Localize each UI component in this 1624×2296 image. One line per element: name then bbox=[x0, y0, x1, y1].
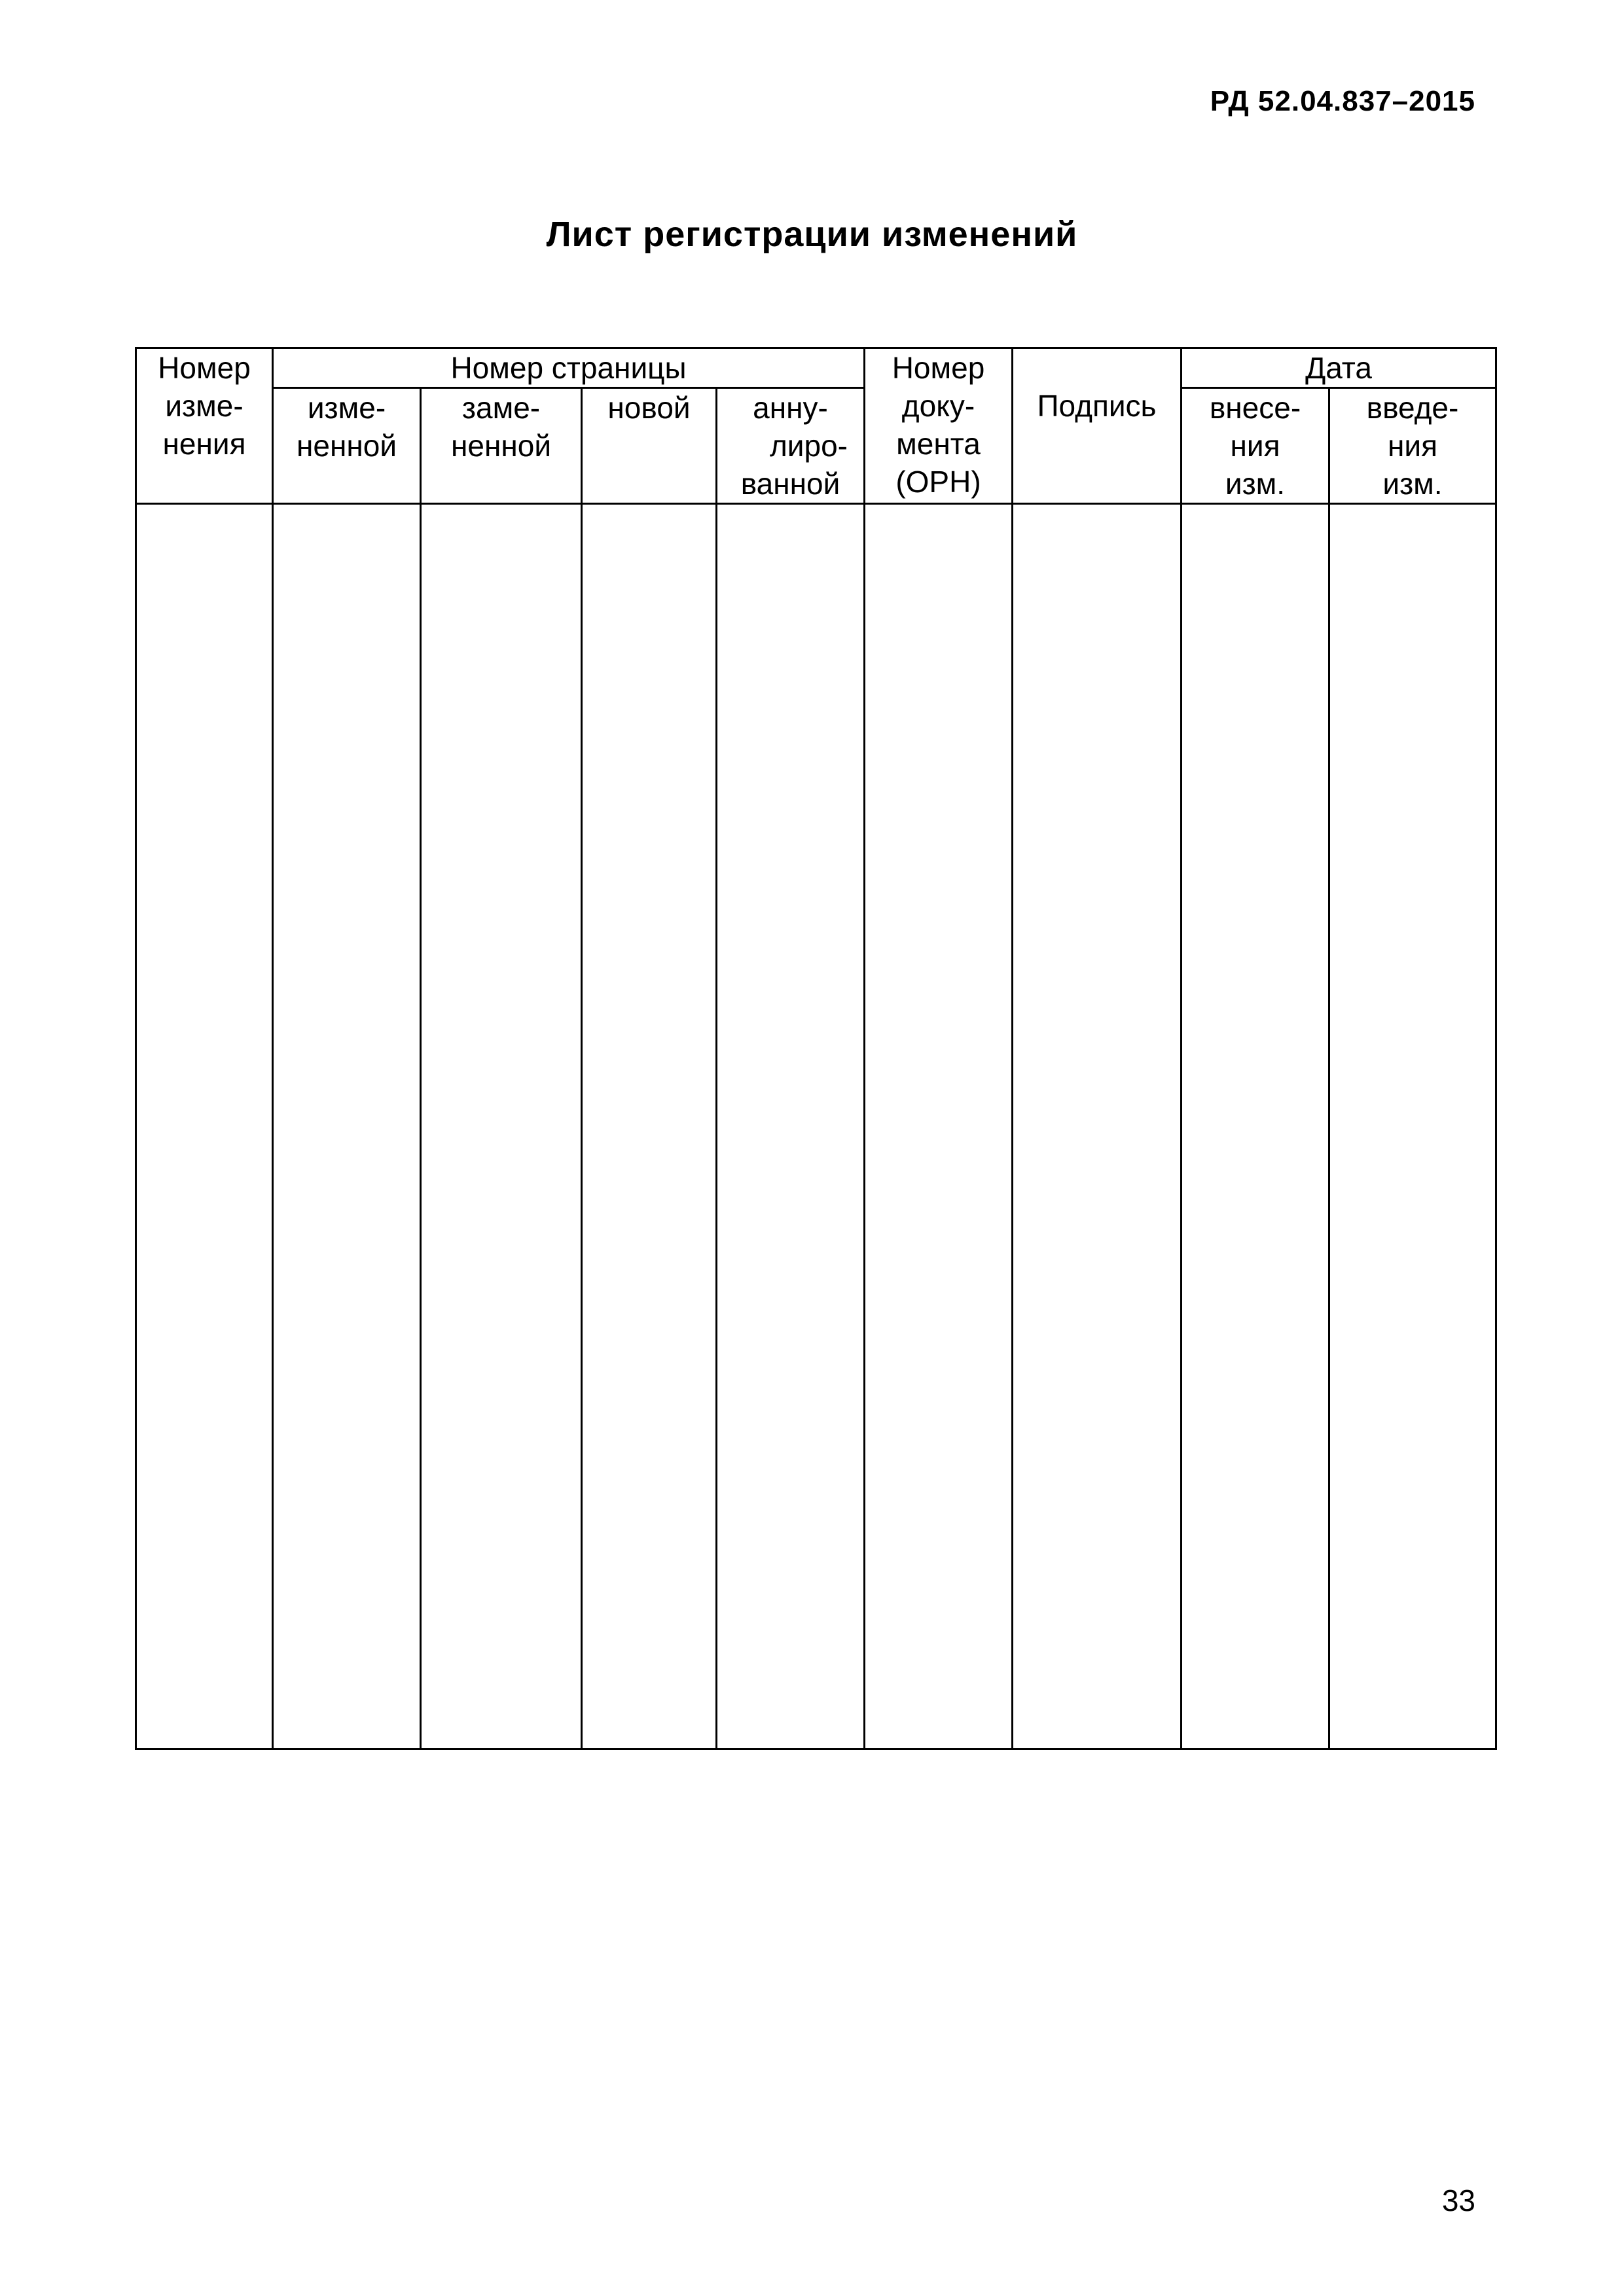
table-cell bbox=[421, 1002, 582, 1251]
header-annulled-page: анну- лиро- ванной bbox=[717, 388, 865, 504]
table-cell bbox=[717, 753, 865, 1002]
table-cell bbox=[421, 1499, 582, 1749]
table-cell bbox=[865, 1002, 1013, 1251]
table-cell bbox=[273, 1499, 421, 1749]
table-cell bbox=[1329, 504, 1496, 754]
table-cell bbox=[1013, 504, 1182, 754]
table-cell bbox=[582, 1002, 717, 1251]
header-new-page: новой bbox=[582, 388, 717, 504]
table-cell bbox=[421, 753, 582, 1002]
table-cell bbox=[1329, 1499, 1496, 1749]
table-cell bbox=[717, 1002, 865, 1251]
header-effective-date: введе- ния изм. bbox=[1329, 388, 1496, 504]
table-cell bbox=[1329, 1002, 1496, 1251]
table-cell bbox=[1182, 1251, 1329, 1499]
table-cell bbox=[273, 1002, 421, 1251]
table-cell bbox=[1013, 753, 1182, 1002]
header-change-number: Номер изме- нения bbox=[136, 348, 273, 504]
table-cell bbox=[1329, 753, 1496, 1002]
table-cell bbox=[1013, 1499, 1182, 1749]
header-replaced-page: заме- ненной bbox=[421, 388, 582, 504]
table-cell bbox=[136, 1251, 273, 1499]
table-row bbox=[136, 1002, 1496, 1251]
table-cell bbox=[421, 1251, 582, 1499]
table-cell bbox=[1182, 1002, 1329, 1251]
table-cell bbox=[1013, 1002, 1182, 1251]
table-cell bbox=[865, 1499, 1013, 1749]
table-row bbox=[136, 504, 1496, 754]
table-cell bbox=[582, 753, 717, 1002]
table-row bbox=[136, 753, 1496, 1002]
header-date-group: Дата bbox=[1182, 348, 1496, 388]
table-cell bbox=[582, 1251, 717, 1499]
table-cell bbox=[865, 753, 1013, 1002]
table-cell bbox=[136, 1002, 273, 1251]
table-row bbox=[136, 1251, 1496, 1499]
header-page-number-group: Номер страницы bbox=[273, 348, 865, 388]
table-cell bbox=[582, 504, 717, 754]
table-cell bbox=[582, 1499, 717, 1749]
table-cell bbox=[273, 504, 421, 754]
table-cell bbox=[1182, 1499, 1329, 1749]
page-title: Лист регистрации изменений bbox=[546, 215, 1078, 254]
table-cell bbox=[1329, 1251, 1496, 1499]
table-cell bbox=[136, 504, 273, 754]
table-cell bbox=[717, 504, 865, 754]
table-cell bbox=[1182, 504, 1329, 754]
table-cell bbox=[717, 1499, 865, 1749]
header-signature: Подпись bbox=[1013, 348, 1182, 504]
table-cell bbox=[1013, 1251, 1182, 1499]
header-changed-page: изме- ненной bbox=[273, 388, 421, 504]
table-cell bbox=[136, 753, 273, 1002]
table-cell bbox=[421, 504, 582, 754]
table-row bbox=[136, 1499, 1496, 1749]
table-cell bbox=[1182, 753, 1329, 1002]
table-cell bbox=[865, 1251, 1013, 1499]
table-cell bbox=[273, 753, 421, 1002]
table-cell bbox=[136, 1499, 273, 1749]
header-entry-date: внесе- ния изм. bbox=[1182, 388, 1329, 504]
header-document-number: Номер доку- мента (ОРН) bbox=[865, 348, 1013, 504]
table-cell bbox=[717, 1251, 865, 1499]
document-code: РД 52.04.837–2015 bbox=[1210, 85, 1475, 117]
table-cell bbox=[865, 504, 1013, 754]
table-cell bbox=[273, 1251, 421, 1499]
page-number: 33 bbox=[1441, 2183, 1475, 2217]
change-registration-table bbox=[135, 347, 1497, 1750]
